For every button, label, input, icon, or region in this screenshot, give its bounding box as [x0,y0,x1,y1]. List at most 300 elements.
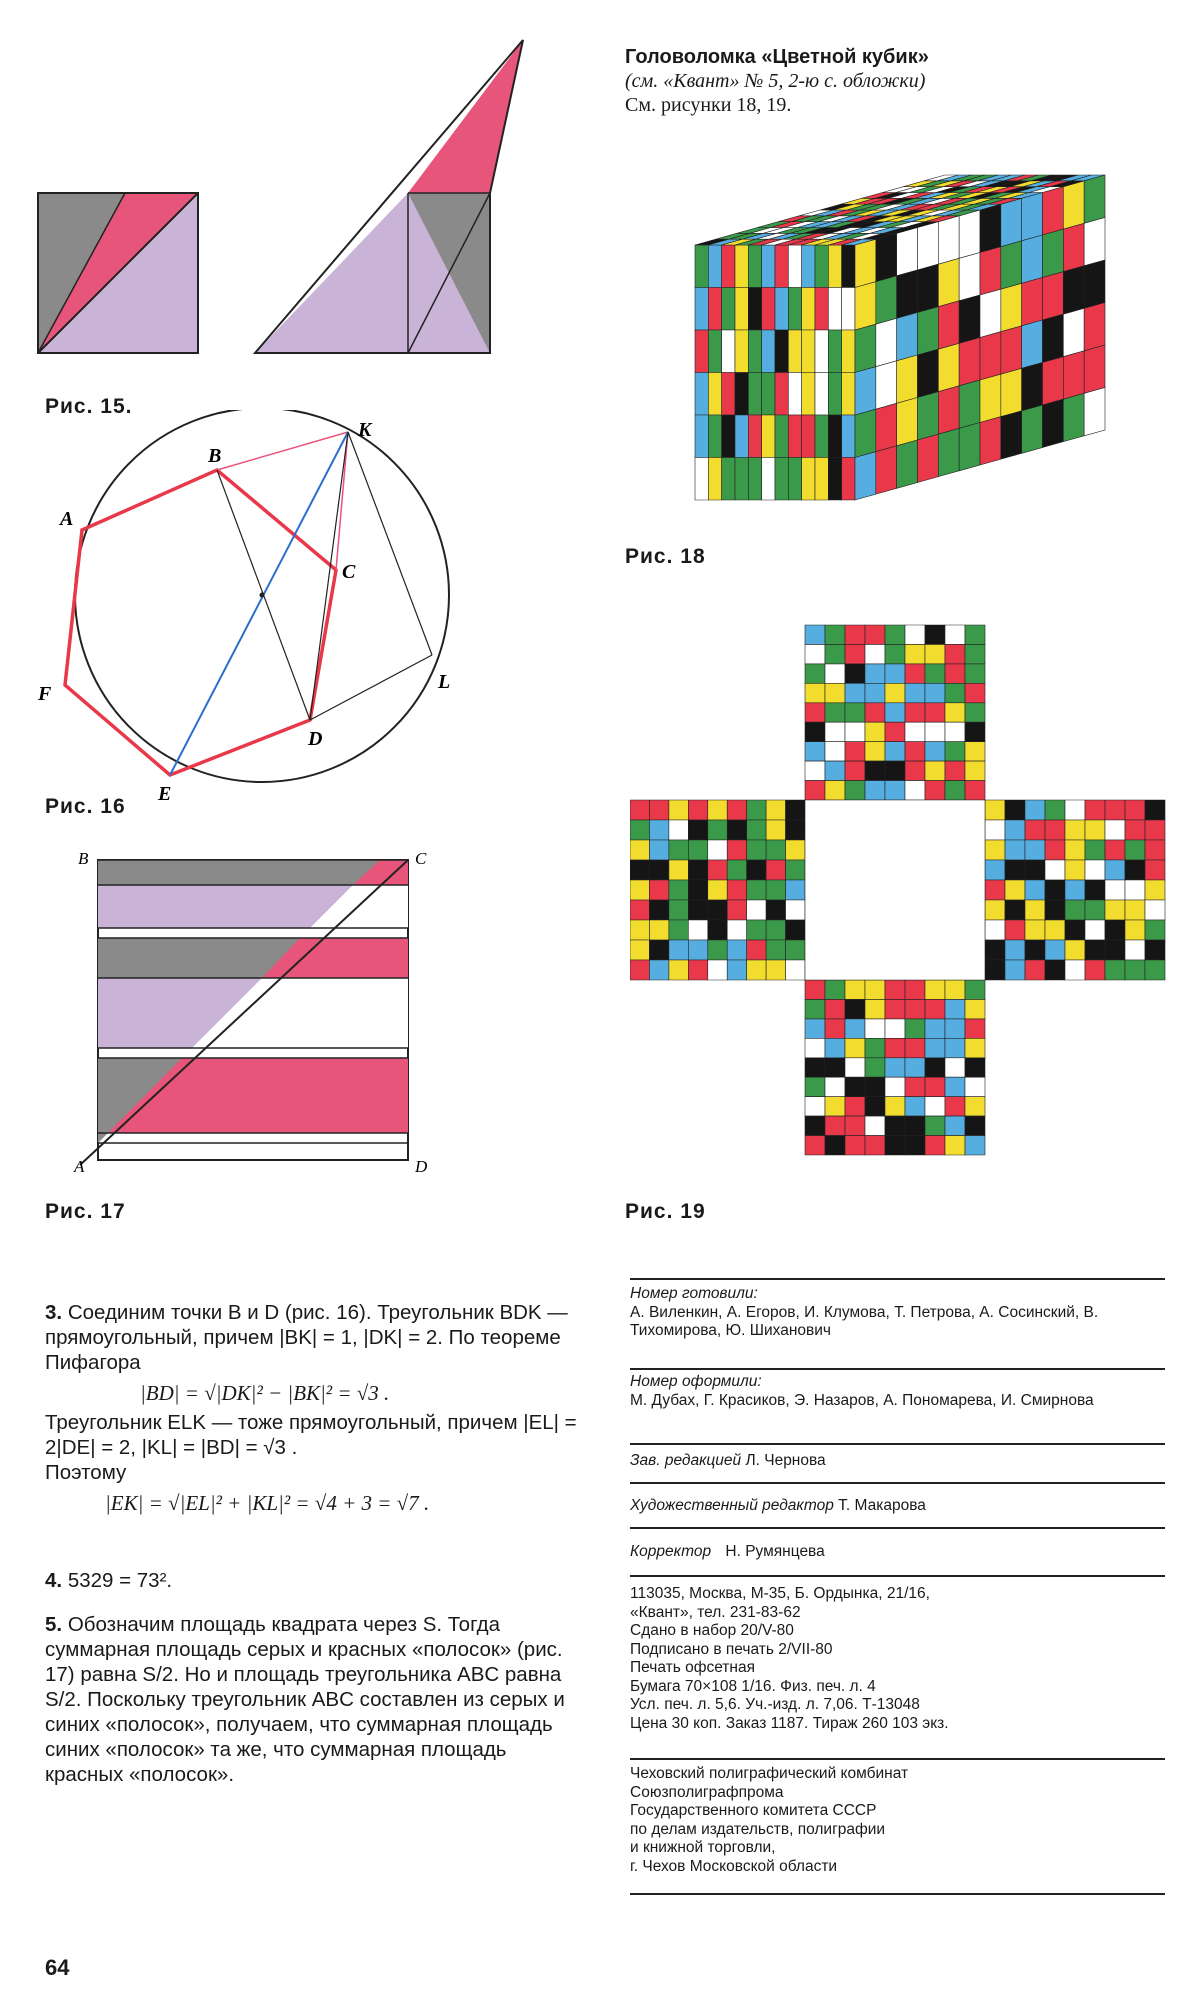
cube-tile [1084,388,1105,436]
net-tile [1105,800,1125,820]
net-tile [1085,900,1105,920]
net-tile [905,664,925,683]
net-tile [845,742,865,761]
net-tile [945,1097,965,1116]
imprint-rule-5 [630,1527,1165,1529]
cube-tile [1001,198,1022,246]
net-tile [945,1116,965,1135]
net-tile [825,1077,845,1096]
net-tile [805,683,825,702]
net-tile [1105,820,1125,840]
net-tile [1125,820,1145,840]
net-tile [825,1038,845,1057]
cube-tile [748,415,761,458]
net-tile [786,920,805,940]
cube-tile [842,415,855,458]
net-tile [688,960,707,980]
cube-tile [722,458,735,501]
net-tile [1065,800,1085,820]
net-tile [688,880,707,900]
cube-tile [735,373,748,416]
fig17-label-d: D [415,1157,428,1176]
net-tile [630,900,649,920]
net-tile [885,980,905,999]
net-tile [1145,840,1165,860]
net-tile [1005,920,1025,940]
cube-tile [938,386,959,434]
cube-tile [802,415,815,458]
solution-4-text: 5329 = 73². [67,1569,173,1592]
net-tile [1005,800,1025,820]
cube-tile [1043,229,1064,277]
net-tile [925,722,945,741]
cube-tile [897,355,918,403]
net-tile [669,820,688,840]
net-tile [805,644,825,663]
solution-3 [45,1300,590,1516]
net-tile [965,1058,985,1077]
net-tile [865,664,885,683]
net-tile [805,1097,825,1116]
net-tile [925,761,945,780]
net-tile [965,664,985,683]
net-tile [845,1019,865,1038]
net-tile [708,820,727,840]
figure-19-net [630,620,1170,1180]
printer-line: по делам издательств, полиграфии [630,1820,886,1838]
net-tile [805,1019,825,1038]
imprint-rule-2 [630,1368,1165,1370]
cube-tile [1022,363,1043,411]
net-tile [905,703,925,722]
net-tile [766,860,785,880]
net-tile [865,1136,885,1155]
fig16-label-e: E [158,783,172,800]
net-tile [688,860,707,880]
fig16-label-a: A [60,508,74,530]
net-tile [1045,960,1065,980]
cube-tile [748,373,761,416]
net-tile [708,920,727,940]
net-tile [885,781,905,800]
net-tile [649,940,668,960]
cube-tile [788,415,801,458]
net-tile [985,940,1005,960]
cube-tile [842,373,855,416]
cube-tile [1043,357,1064,405]
net-tile [1085,840,1105,860]
net-tile [945,999,965,1018]
printer-line: и книжной торговли, [630,1839,776,1856]
cube-tile [918,307,939,355]
cube-tile [815,415,828,458]
printer-line: Союзполиграфпрома [630,1783,784,1801]
cube-tile [980,374,1001,422]
net-tile [845,1097,865,1116]
cube-tile [1063,223,1084,271]
net-tile [945,781,965,800]
net-tile [1085,820,1105,840]
fig17-label-b: B [78,850,89,868]
net-tile [925,625,945,644]
net-tile [766,840,785,860]
net-tile [1025,840,1045,860]
cube-tile [815,458,828,501]
cube-tile [828,245,841,288]
cube-tile [897,313,918,361]
net-tile [925,1058,945,1077]
net-tile [649,860,668,880]
cube-tile [938,343,959,391]
net-tile [825,781,845,800]
puzzle-see: См. рисунки 18, 19. [625,94,792,116]
imprint-designed [630,1373,1165,1410]
net-tile [1125,940,1145,960]
net-tile [865,1058,885,1077]
cube-tile [980,204,1001,252]
puzzle-title: Головоломка «Цветной кубик» [625,46,929,68]
cube-tile [695,373,708,416]
address-line: Печать офсетная [630,1659,755,1676]
net-tile [649,960,668,980]
imprint-editor [630,1452,1165,1471]
net-tile [905,1038,925,1057]
net-tile [905,742,925,761]
net-tile [985,900,1005,920]
net-tile [825,1019,845,1038]
net-tile [925,980,945,999]
net-tile [1125,920,1145,940]
cube-tile [735,415,748,458]
net-tile [630,820,649,840]
net-tile [688,820,707,840]
net-tile [1045,880,1065,900]
net-tile [669,940,688,960]
imprint-rule-1 [630,1278,1165,1280]
net-tile [1145,960,1165,980]
cube-tile [788,458,801,501]
fig16-label-l: L [438,671,451,693]
cube-tile [842,330,855,373]
net-tile [825,703,845,722]
net-tile [805,999,825,1018]
net-tile [825,625,845,644]
net-tile [1025,880,1045,900]
corrector-name: Н. Румянцева [725,1543,825,1560]
fig16-label-b: B [208,445,222,467]
cube-tile [788,288,801,331]
imprint-prepared [630,1285,1165,1341]
net-tile [669,800,688,820]
cube-tile [775,373,788,416]
net-tile [766,940,785,960]
net-tile [905,625,925,644]
cube-tile [762,245,775,288]
net-tile [805,664,825,683]
cube-tile [802,330,815,373]
prepared-label: Номер готовили: [630,1285,758,1302]
address-line: Подписано в печать 2/VII-80 [630,1640,833,1658]
cube-tile [938,428,959,476]
net-tile [945,1136,965,1155]
net-tile [865,980,885,999]
net-tile [825,644,845,663]
net-tile [669,880,688,900]
net-tile [727,800,746,820]
net-tile [845,980,865,999]
net-tile [885,1136,905,1155]
net-tile [965,703,985,722]
net-tile [825,683,845,702]
net-tile [1145,900,1165,920]
net-tile [925,664,945,683]
net-center-blank [805,800,985,980]
net-tile [825,980,845,999]
solution-3-number: 3. [45,1301,63,1324]
net-tile [865,999,885,1018]
net-tile [649,900,668,920]
net-tile [965,1116,985,1135]
cube-tile [762,458,775,501]
cube-tile [788,245,801,288]
solution-5-text: Обозначим площадь квадрата через S. Тогда суммарная площадь серых и красных «полосок» (рис. 17) равна S/2. Но и площадь треугольника ABC равна S/2. Поскольку треугольник ABC составлен из серых и синих «полосок», получаем, что суммарная площадь синих «полосок» та же, что суммарная площадь красных «полосок». [45,1613,565,1786]
cube-tile [788,373,801,416]
net-tile [925,1077,945,1096]
net-tile [885,625,905,644]
net-tile [885,1038,905,1057]
cube-tile [775,458,788,501]
net-tile [925,683,945,702]
net-tile [865,1077,885,1096]
cube-tile [748,288,761,331]
fig17-label-c: C [415,850,427,868]
cube-tile [1043,399,1064,447]
cube-tile [897,228,918,276]
net-tile [649,820,668,840]
cube-tile [735,330,748,373]
cube-tile [815,330,828,373]
net-tile [1005,820,1025,840]
net-tile [786,900,805,920]
figure-16 [30,410,500,800]
solution-5-number: 5. [45,1613,63,1636]
net-tile [1085,960,1105,980]
net-tile [766,920,785,940]
cube-tile [802,245,815,288]
cube-tile [828,288,841,331]
cube-tile [959,210,980,258]
net-tile [965,1136,985,1155]
designed-names: М. Дубах, Г. Красиков, Э. Назаров, А. Пономарева, И. Смирнова [630,1391,1094,1409]
solution-5 [45,1612,590,1787]
editor-label: Зав. редакцией [630,1452,742,1469]
editor-name: Л. Чернова [745,1452,826,1469]
cube-tile [1022,320,1043,368]
cube-tile [855,239,876,287]
cube-tile [855,324,876,372]
cube-tile [855,452,876,500]
net-tile [805,625,825,644]
net-tile [885,1097,905,1116]
net-tile [865,1116,885,1135]
net-tile [865,1038,885,1057]
net-tile [786,820,805,840]
net-tile [845,722,865,741]
net-tile [825,1136,845,1155]
net-tile [885,683,905,702]
net-tile [845,1038,865,1057]
net-tile [1005,880,1025,900]
net-tile [985,960,1005,980]
net-tile [1025,820,1045,840]
cube-tile [802,288,815,331]
net-tile [786,860,805,880]
cube-tile [775,330,788,373]
imprint-printer [630,1765,1165,1876]
net-tile [630,960,649,980]
net-tile [708,940,727,960]
net-tile [945,722,965,741]
net-tile [965,625,985,644]
net-tile [766,960,785,980]
corrector-label: Корректор [630,1543,712,1560]
figure-18-cube [690,150,1110,550]
solution-3-formula-2: |EK| = √|EL|² + |KL|² = √4 + 3 = √7 . [105,1491,430,1515]
cube-tile [959,423,980,471]
net-tile [1145,880,1165,900]
cube-tile [876,361,897,409]
net-tile [1025,900,1045,920]
cube-tile [762,288,775,331]
net-tile [747,860,766,880]
net-tile [985,820,1005,840]
net-tile [630,860,649,880]
net-tile [1005,940,1025,960]
net-tile [1105,860,1125,880]
cube-tile [1022,235,1043,283]
cube-tile [1063,351,1084,399]
prepared-names: А. Виленкин, А. Егоров, И. Клумова, Т. Петрова, А. Сосинский, В. Тихомирова, Ю. Шиханович [630,1303,1099,1339]
cube-tile [735,288,748,331]
cube-tile [918,349,939,397]
net-tile [925,1097,945,1116]
net-tile [965,742,985,761]
fig16-heptagon [65,470,336,775]
net-tile [845,683,865,702]
cube-tile [1063,308,1084,356]
net-tile [865,644,885,663]
cube-tile [828,458,841,501]
cube-tile [775,245,788,288]
cube-tile [1063,266,1084,314]
net-tile [905,999,925,1018]
net-tile [925,1136,945,1155]
net-tile [865,781,885,800]
net-tile [965,980,985,999]
net-tile [1065,880,1085,900]
net-tile [865,761,885,780]
fig16-label-c: C [342,561,356,583]
cube-tile [1022,405,1043,453]
net-tile [747,960,766,980]
net-tile [805,703,825,722]
cube-tile [876,318,897,366]
cube-tile [876,446,897,494]
net-tile [965,683,985,702]
net-tile [747,820,766,840]
net-tile [727,900,746,920]
net-tile [727,940,746,960]
net-tile [865,703,885,722]
imprint-rule-4 [630,1482,1165,1484]
net-tile [985,860,1005,880]
net-tile [1065,900,1085,920]
art-name: Т. Макарова [838,1497,926,1514]
net-tile [865,683,885,702]
net-tile [865,1097,885,1116]
net-tile [630,940,649,960]
cube-tile [918,434,939,482]
net-tile [708,860,727,880]
net-tile [1065,940,1085,960]
net-tile [905,1116,925,1135]
cube-tile [722,288,735,331]
designed-label: Номер оформили: [630,1373,762,1390]
net-tile [1105,880,1125,900]
net-tile [885,1019,905,1038]
net-tile [865,742,885,761]
net-tile [1025,920,1045,940]
cube-tile [980,332,1001,380]
cube-tile [959,253,980,301]
net-tile [708,800,727,820]
cube-tile [876,403,897,451]
cube-tile [1084,175,1105,223]
net-tile [1105,940,1125,960]
net-tile [845,1116,865,1135]
cube-tile [938,258,959,306]
net-tile [786,960,805,980]
net-tile [905,1097,925,1116]
cube-tile [695,330,708,373]
net-tile [727,840,746,860]
cube-tile [828,330,841,373]
net-tile [649,880,668,900]
net-tile [1125,960,1145,980]
net-tile [727,880,746,900]
cube-tile [735,245,748,288]
cube-tile [1001,241,1022,289]
cube-tile [708,245,721,288]
cube-tile [815,373,828,416]
net-tile [965,644,985,663]
net-tile [885,722,905,741]
cube-tile [980,247,1001,295]
net-tile [1145,940,1165,960]
net-tile [825,742,845,761]
cube-tile [828,415,841,458]
net-tile [885,703,905,722]
net-tile [805,1038,825,1057]
net-tile [885,742,905,761]
net-tile [708,900,727,920]
net-tile [845,761,865,780]
net-tile [825,761,845,780]
net-tile [945,1077,965,1096]
net-tile [945,664,965,683]
cube-tile [775,415,788,458]
cube-tile [1001,411,1022,459]
